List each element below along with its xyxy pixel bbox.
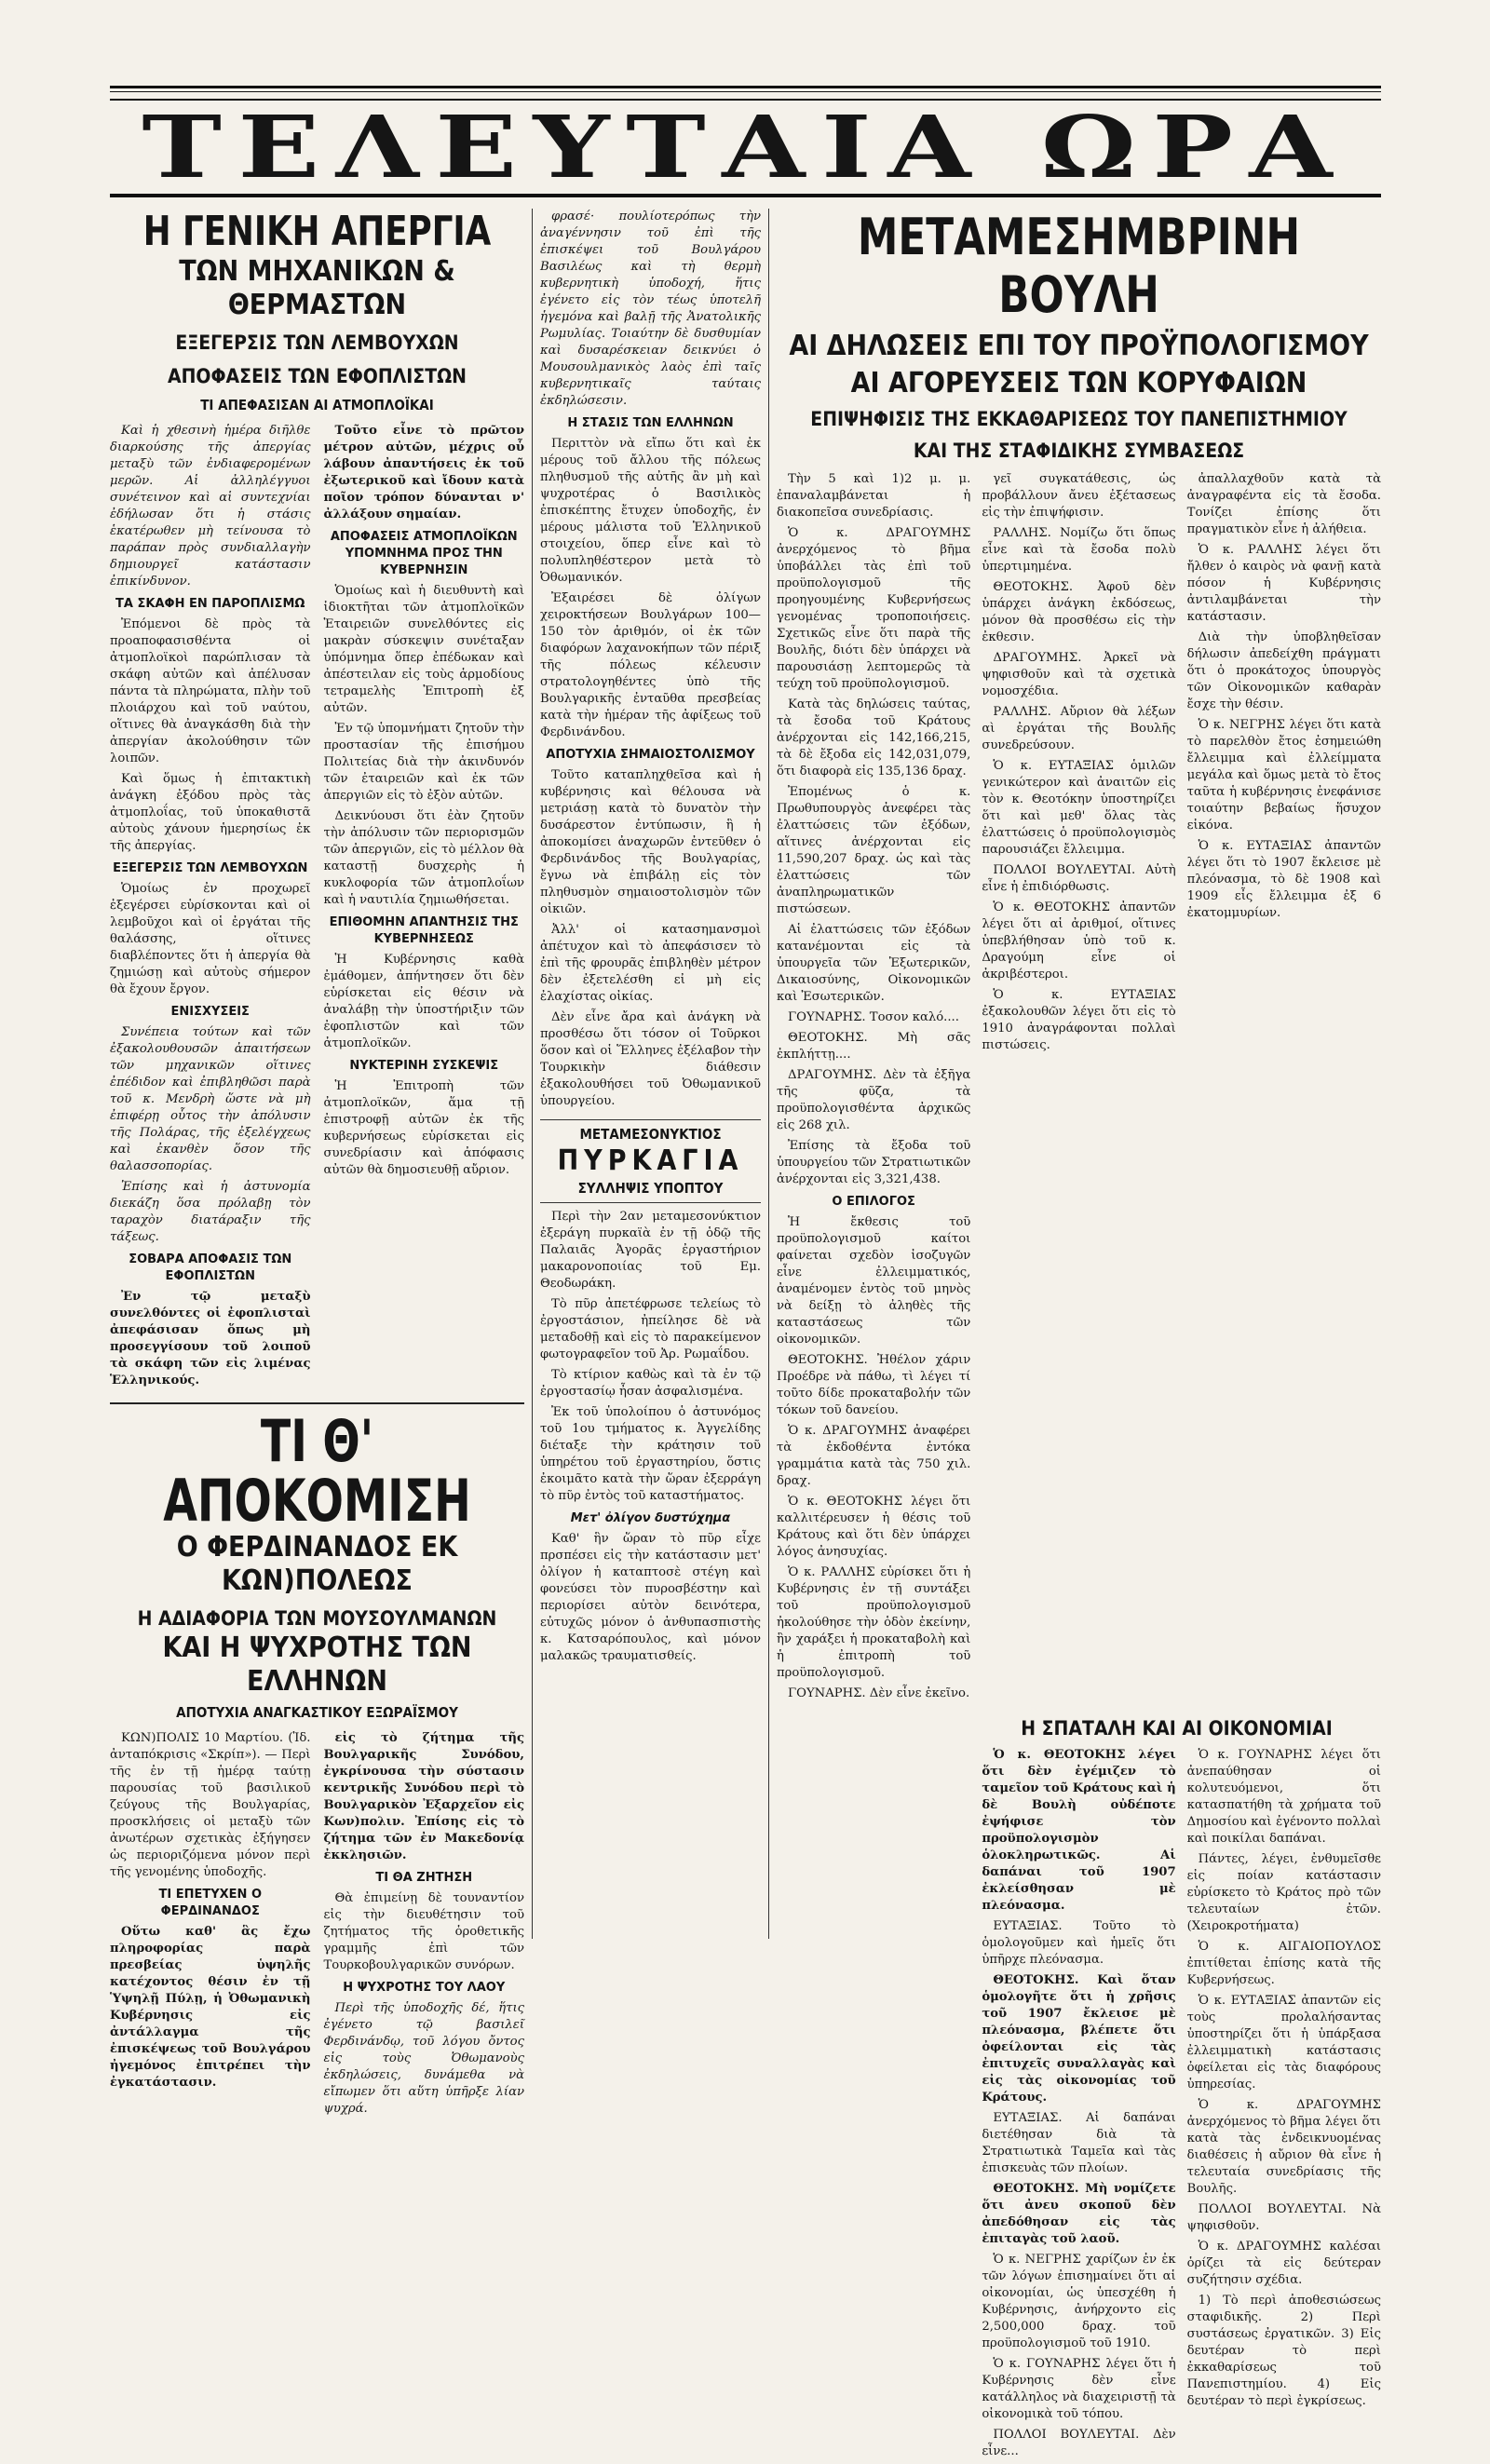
top-rule-thin: [110, 91, 1381, 92]
subhead-boatmen: ΕΞΕΓΕΡΣΙΣ ΤΩΝ ΛΕΜΒΟΥΧΩΝ: [113, 861, 308, 875]
headline-university: ΕΠΙΨΗΦΙΣΙΣ ΤΗΣ ΕΚΚΑΘΑΡΙΣΕΩΣ ΤΟΥ ΠΑΝΕΠΙΣΤΗΜΙΟΥ: [810, 408, 1348, 430]
waste-paragraph: Ὁ κ. ΓΟΥΝΑΡΗΣ λέγει ὅτι ἀνεπαύθησαν οἱ κολυτευόμενοι, ὅτι κατασπατήθη τὰ χρήματα τοῦ Δημοσίου καὶ ἐγένοντο πολλαὶ καὶ ποικίλαι δαπάναι.: [1186, 1748, 1381, 1846]
subhead-accident: Μετ' ὀλίγον δυστύχημα: [570, 1511, 731, 1525]
parliament-paragraph: Ὁ κ. ΡΑΛΛΗΣ εὑρίσκει ὅτι ἡ Κυβέρνησις ἐν τῇ συντάξει τοῦ προϋπολογισμοῦ ἠκολούθησε τὴν ὁδὸν ἐκείνην, ἣν χαράξει ἡ προκαταβολὴ καὶ ἡ ἐπιτροπὴ τοῦ προϋπολογισμοῦ.: [777, 1565, 971, 1680]
strike-paragraph: Καὶ ὅμως ἡ ἐπιτακτικὴ ἀνάγκη ἐξόδου πρὸς τὰς ἀτμοπλοΐας, τοῦ ὑποκαθιστᾶ αὐτοὺς χάνουν ἡμερησίως ἐκ τῆς ἀπεργίας.: [110, 772, 311, 853]
headline-failure: ΑΠΟΤΥΧΙΑ ΑΝΑΓΚΑΣΤΙΚΟΥ ΕΞΩΡΑΪΣΜΟΥ: [176, 1704, 458, 1721]
subhead-reinforcements: ΕΝΙΣΧΥΣΕΙΣ: [170, 1005, 250, 1019]
fire-paragraph: Ἐκ τοῦ ὑπολοίπου ὁ ἀστυνόμος τοῦ 1ου τμήματος κ. Ἀγγελίδης διέταξε τὴν κράτησιν τοῦ ὑπηρέτου τοῦ ἐργαστηρίου, ὅστις ἐκοιμᾶτο κατὰ τὴν ὥραν ἐξερράγη τὸ πῦρ ἐντὸς τοῦ καταστήματος.: [540, 1405, 761, 1503]
waste-paragraph: Ὁ κ. ΔΡΑΓΟΥΜΗΣ καλέσαι ὁρίζει τὰ εἰς δεύτεραν συζήτησιν σχέδια.: [1186, 2240, 1381, 2287]
strike-paragraph: Ἡ Κυβέρνησις καθὰ ἐμάθομεν, ἀπήντησεν ὅτι δὲν εὑρίσκεται εἰς θέσιν νὰ ἀναλάβῃ τὴν ὑποστήριξιν τῶν ἐφοπλιστῶν καὶ τῶν ἀτμοπλοϊκῶν.: [323, 953, 524, 1050]
parliament-paragraph: Ὁ κ. ΘΕΟΤΟΚΗΣ λέγει ὅτι καλλιτέρευσεν ἡ θέσις τοῦ Κράτους καὶ ὅτι δὲν ὑπάρχει λόγος ἀνησυχίας.: [777, 1495, 971, 1559]
ferdinand-paragraph: ΚΩΝ)ΠΟΛΙΣ 10 Μαρτίου. (Ἰδ. ἀνταπόκρισις «Σκρίπ»). — Περὶ τῆς ἐν τῇ ἡμέρᾳ ταύτῃ παρουσίας τοῦ βασιλικοῦ ζεύγους τῆς Βουλγαρίας, προσκλήσεις οἱ μεταξὺ τῶν ἀνωτέρων σχετικὰς ἐξήγησεν ὡς περιοριζόμενα μόνον περὶ τῆς γενομένης ὑποδοχῆς.: [110, 1731, 311, 1879]
continuation-paragraph: Ἀλλ' οἱ κατασημανσμοὶ ἀπέτυχον καὶ τὸ ἀπεφάσισεν τὸ ἐπὶ τῆς φρουρᾶς ἐπιβληθὲν μέτρον δὲν ἐξετελέσθη εἰ μὴ εἰς ἐλαχίστας οἰκίας.: [540, 923, 761, 1004]
parliament-paragraph: ΡΑΛΛΗΣ. Νομίζω ὅτι ὅπως εἶνε καὶ τὰ ἔσοδα πολὺ ὑπερτιμημένα.: [982, 526, 1176, 574]
subhead-what-will-ask: ΤΙ ΘΑ ΖΗΤΗΣΗ: [375, 1871, 473, 1885]
parliament-paragraph: Ὁ κ. ΘΕΟΤΟΚΗΣ ἀπαντῶν λέγει ὅτι αἱ ἀριθμοί, οἵτινες ὑπεβλήθησαν ὑπὸ τοῦ κ. Δραγούμη εἶνε οἱ ἀκριβέστεροι.: [982, 900, 1176, 982]
waste-paragraph: ΘΕΟΤΟΚΗΣ. Μὴ νομίζετε ὅτι ἀνευ σκοποῦ δὲν ἀπεδόθησαν εἰς τὰς ἐπιταγὰς τοῦ λαοῦ.: [982, 2182, 1176, 2246]
continuation-paragraph: Ἐξαιρέσει δὲ ὀλίγων χειροκτήσεων Βουλγάρων 100—150 τὸν ἀριθμόν, οἱ ἐκ τῶν διαφόρων λαχανοκήπων τῶν πέριξ τῆς πόλεως κέλευσιν στρατολογηθέντες ὑπὸ τῆς Βουλγαρικῆς ἐνταῦθα πρεσβείας κατὰ τὴν ἡμέραν τῆς ἀφίξεως τοῦ Φερδινάνδου.: [540, 591, 761, 739]
headline-fire: ΠΥΡΚΑΓΙΑ: [557, 1144, 744, 1177]
masthead: [110, 99, 1381, 197]
fire-headline-box: [540, 1119, 761, 1203]
parliament-paragraph: ΠΟΛΛΟΙ ΒΟΥΛΕΥΤΑΙ. Αὐτὴ εἶνε ἡ ἐπιδιόρθωσις.: [982, 863, 1176, 894]
column-rule-2: [768, 209, 769, 1939]
headline-leaders-speeches: ΑΙ ΑΓΟΡΕΥΣΕΙΣ ΤΩΝ ΚΟΡΥΦΑΙΩΝ: [850, 367, 1307, 399]
parliament-paragraph: ΔΡΑΓΟΥΜΗΣ. Δὲν τὰ ἐξῆγα τῆς φῦζα, τὰ προϋπολογισθέντα ἀρχικῶς εἰς 268 χιλ.: [777, 1068, 971, 1132]
section-divider: [110, 1402, 524, 1404]
waste-paragraph: ΕΥΤΑΞΙΑΣ. Τοῦτο τὸ ὁμολογοῦμεν καὶ ἡμεῖς ὅτι ὑπῆρχε πλεόνασμα.: [982, 1919, 1176, 1967]
headline-budget-statements: ΑΙ ΔΗΛΩΣΕΙΣ ΕΠΙ ΤΟΥ ΠΡΟΫΠΟΛΟΓΙΣΜΟΥ: [789, 330, 1369, 362]
headline-arrest: ΣΥΛΛΗΨΙΣ ΥΠΟΠΤΟΥ: [577, 1180, 724, 1197]
fire-paragraph: Τὸ πῦρ ἀπετέφρωσε τελείως τὸ ἐργοστάσιον, ἠπείλησε δὲ νὰ μεταδοθῇ καὶ εἰς τὸ παρακείμενον φωτογραφεῖον τοῦ Ἀρ. Ρωμαΐδου.: [540, 1297, 761, 1361]
waste-paragraph: 1) Τὸ περὶ ἀποθεσιώσεως σταφιδικῆς. 2) Περὶ συστάσεως ἐργατικῶν. 3) Εἰς δευτέραν τὸ περὶ ἐκκαθαρίσεως τοῦ Πανεπιστημίου. 4) Εἰς δευτέραν τὸ περὶ ἐγκρίσεως.: [1186, 2294, 1381, 2408]
continuation-paragraph: Περιττὸν νὰ εἴπω ὅτι καὶ ἐκ μέρους τοῦ ἄλλου τῆς πόλεως πληθυσμοῦ τῆς αὐτῆς ἂν μὴ καὶ ψυχροτέρας ὁ Βασιλικὸς ἐπισκέπτης ἔτυχεν ὑποδοχῆς, ἐν μέρους μάλιστα τοῦ Ἑλληνικοῦ στοιχείου, ὅπερ εἶνε καὶ τὸ πολυπληθέστερον μετὰ τὸ Ὀθωμανικόν.: [540, 437, 761, 585]
subhead-memorandum: ΑΠΟΦΑΣΕΙΣ ΑΤΜΟΠΛΟΪΚΩΝ ΥΠΟΜΝΗΜΑ ΠΡΟΣ ΤΗΝ ΚΥΒΕΡΝΗΣΙΝ: [330, 530, 518, 577]
waste-paragraph: Ὁ κ. ΘΕΟΤΟΚΗΣ λέγει ὅτι δὲν ἐγέμιζεν τὸ ταμεῖον τοῦ Κράτους καὶ ἡ δὲ Βουλὴ οὐδέποτε ἐψήφισε τὸν προϋπολογισμὸν ὁλοκληρωτικῶς. Αἱ δαπάναι τοῦ 1907 ἐκλείσθησαν μὲ πλεόνασμα.: [982, 1748, 1176, 1913]
parliament-paragraph: Ὁ κ. ΔΡΑΓΟΥΜΗΣ ἀνερχόμενος τὸ βῆμα ὑποβάλλει τὰς ἐπὶ τοῦ προϋπολογισμοῦ τῆς προηγουμένης Κυβερνήσεως γενομένας τροποποιήσεις. Σχετικῶς εἶνε ὅτι παρὰ τῆς Βουλῆς, διότι δὲν ὑπάρχει νὰ παρουσιάσῃ λεπτομερῶς τὰ τεύχη τοῦ προϋπολογισμοῦ.: [777, 526, 971, 691]
strike-paragraph: Δεικνύουσι ὅτι ἐὰν ζητοῦν τὴν ἀπόλυσιν τῶν περιορισμῶν τῶν ἀπεργιῶν, εἰς τὸ μέλλον θὰ καταστῇ δυσχερὴς ἡ κυκλοφορία τῶν ἀτμοπλοΐων καὶ ἡ ναυτιλία ζημιωθήσεται.: [323, 809, 524, 907]
parliament-paragraph: ΡΑΛΛΗΣ. Αὔριον θὰ λέξων αὶ ἐργάται τῆς Βουλῆς συνεδρεύσουν.: [982, 705, 1176, 752]
subhead-govt-reply: ΕΠΙΘΟΜΗΝ ΑΠΑΝΤΗΣΙΣ ΤΗΣ ΚΥΒΕΡΝΗΣΕΩΣ: [329, 915, 519, 946]
headline-ferdinand: Ο ΦΕΡΔΙΝΑΝΔΟΣ ΕΚ ΚΩΝ)ΠΟΛΕΩΣ: [176, 1531, 458, 1597]
strike-paragraph: Συνέπεια τούτων καὶ τῶν ἐξακολουθουσῶν ἀπαιτήσεων τῶν μηχανικῶν οἵτινες ἐπέδιδον καὶ ἐπιβληθῶσι παρὰ τοῦ κ. Μενδρὴ ὥστε νὰ μὴ ἐπιφέρῃ οὗτος τὴν ἀπόλυσιν τῆς Πολάρας, τῆς ἐξελέγχεως καὶ ἐκανθὲν ὅσον τῆς θαλασσοπορίας.: [110, 1025, 311, 1173]
parliament-paragraph: Αἱ ἐλαττώσεις τῶν ἐξόδων κατανέμονται εἰς τὰ ὑπουργεῖα τῶν Ἐξωτερικῶν, Δικαιοσύνης, Οἰκονομικῶν καὶ Ἐσωτερικῶν.: [777, 923, 971, 1004]
subhead-greeks-stance: Η ΣΤΑΣΙΣ ΤΩΝ ΕΛΛΗΝΩΝ: [567, 416, 734, 430]
parliament-paragraph: Ὁ κ. ΕΥΤΑΞΙΑΣ ἐξακολουθῶν λέγει ὅτι εἰς τὸ 1910 ἀναγράφονται πολλαὶ πιστώσεις.: [982, 988, 1176, 1052]
parliament-paragraph: Ὁ κ. ΕΥΤΑΞΙΑΣ ἀπαντῶν λέγει ὅτι τὸ 1907 ἔκλεισε μὲ πλεόνασμα, τὸ δὲ 1908 καὶ 1909 εἶς ἔλλειμμα ἐξ 6 ἑκατομμυρίων.: [1186, 839, 1381, 920]
subhead-epilogue: Ο ΕΠΙΛΟΓΟΣ: [832, 1195, 915, 1209]
parliament-paragraph: ΘΕΟΤΟΚΗΣ. Ἠθέλον χάριν Προέδρε νὰ πάθω, τὶ λέγει τί τοῦτο δίδε προκαταβολήν τῶν τόκων τοῦ δανείου.: [777, 1353, 971, 1417]
column-strike-news: [110, 208, 524, 2116]
ferdinand-paragraph: εἰς τὸ ζήτημα τῆς Βουλγαρικῆς Συνόδου, ἐγκρίνουσα τὴν σύστασιν κεντρικῆς Συνόδου περὶ τὸ Βουλγαρικὸν Ἐξαρχεῖον εἰς Κων)πολιν. Ἐπίσης εἰς τὸ ζήτημα τῶν ἐν Μακεδονίᾳ ἐκκλησιῶν.: [323, 1731, 524, 1862]
column-continuation: [540, 209, 761, 1939]
waste-paragraph: Ὁ κ. ΝΕΓΡΗΣ χαρίζων ἐν ἐκ τῶν λόγων ἐπισημαίνει ὅτι αἱ οἰκονομίαι, ὡς ὑπεσχέθη ἡ Κυβέρνησις, ἀνήρχοντο εἰς 2,500,000 δραχ. τοῦ προϋπολογισμοῦ τοῦ 1910.: [982, 2253, 1176, 2350]
parliament-paragraph: ΔΡΑΓΟΥΜΗΣ. Ἀρκεῖ νὰ ψηφισθοῦν καὶ τὰ σχετικὰ νομοσχέδια.: [982, 651, 1176, 698]
waste-paragraph: ΠΟΛΛΟΙ ΒΟΥΛΕΥΤΑΙ. Δὲν εἶνε...: [982, 2428, 1176, 2458]
headline-muslim-indifference: Η ΑΔΙΑΦΟΡΙΑ ΤΩΝ ΜΟΥΣΟΥΛΜΑΝΩΝ: [137, 1607, 497, 1630]
parliament-paragraph: Ἐπίσης τὰ ἔξοδα τοῦ ὑπουργείου τῶν Στρατιωτικῶν ἀνέρχονται εἰς 3,321,438.: [777, 1139, 971, 1186]
parliament-paragraph: Ὁ κ. ΝΕΓΡΗΣ λέγει ὅτι κατὰ τὸ παρελθὸν ἔτος ἐσημειώθη ἔλλειμμα καὶ ἐλλείμματα μεγάλα καὶ ὅμως μετὰ τὸ ἔτος ταῦτα ἡ κυβέρνησις ἐνεφάνισε τοιαύτην βεβαίως ἥσυχον εἰκόνα.: [1186, 718, 1381, 833]
waste-paragraph: Πάντες, λέγει, ἐνθυμεῖσθε εἰς ποίαν κατάστασιν εὑρίσκετο τὸ Κράτος πρὸ τῶν τελευταίων ἐτῶν. (Χειροκροτήματα): [1186, 1852, 1381, 1933]
ferdinand-paragraph: Οὕτω καθ' ἃς ἔχω πληροφορίας παρὰ πρεσβείας ὑψηλῆς κατέχοντος θέσιν ἐν τῇ Ὑψηλῇ Πύλῃ, ἡ Ὀθωμανικὴ Κυβέρνησις εἰς ἀντάλλαγμα τῆς ἐπισκέψεως τοῦ Βουλγάρου ἠγεμόνος ἐπιτρέπει τὴν ἐγκατάστασιν.: [110, 1925, 311, 2090]
subhead-night-meeting: ΝΥΚΤΕΡΙΝΗ ΣΥΣΚΕΨΙΣ: [349, 1059, 499, 1073]
strike-article: [110, 423, 524, 1393]
parliament-paragraph: Ὁ κ. ΡΑΛΛΗΣ λέγει ὅτι ἤλθεν ὁ καιρὸς νὰ φανῇ κατὰ πόσον ἡ Κυβέρνησις ἀντιλαμβάνεται τὴν κατάστασιν.: [1186, 543, 1381, 624]
ferdinand-paragraph: Θὰ ἐπιμείνῃ δὲ τουναντίον εἰς τὴν διευθέτησιν τοῦ ζητήματος τῆς ὁροθετικῆς γραμμῆς ἐπὶ τῶν Τουρκοβουλγαρικῶν συνόρων.: [323, 1891, 524, 1972]
waste-paragraph: Ὁ κ. ΓΟΥΝΑΡΗΣ λέγει ὅτι ἡ Κυβέρνησις δὲν εἶνε κατάλληλος νὰ διαχειριστῇ τὰ οἰκονομικὰ τοῦ τόπου.: [982, 2357, 1176, 2421]
parliament-paragraph: Τὴν 5 καὶ 1)2 μ. μ. ἐπαναλαμβάνεται ἡ διακοπεῖσα συνεδρίασις.: [777, 472, 971, 520]
strike-paragraph: Ὁμοίως ἐν προχωρεῖ ἐξεγέρσει εὑρίσκονται καὶ οἱ λεμβοῦχοι καὶ οἱ ἐργάται τῆς θαλάσσης, οἵτινες διαβλέποντες ὅτι ἡ ἀπεργία θὰ ζημιώσῃ καὶ αὐτοὺς σήμερον θὰ ἔχουν ἔργον.: [110, 882, 311, 996]
waste-paragraph: ΠΟΛΛΟΙ ΒΟΥΛΕΥΤΑΙ. Νὰ ψηφισθοῦν.: [1186, 2202, 1381, 2233]
parliament-paragraph: ΓΟΥΝΑΡΗΣ. Δὲν εἶνε ἐκεῖνο.: [788, 1686, 970, 1700]
subhead-flag-failure: ΑΠΟΤΥΧΙΑ ΣΗΜΑΙΟΣΤΟΛΙΣΜΟΥ: [546, 748, 755, 762]
strike-paragraph: Ἡ Ἐπιτροπὴ τῶν ἀτμοπλοϊκῶν, ἅμα τῇ ἐπιστροφῇ αὐτῶν ἐκ τῆς κυβερνήσεως εὑρίσκεται εἰς συνεδρίασιν καὶ ἀπόφασις αὐτῶν θὰ δημοσιευθῇ αὔριον.: [323, 1079, 524, 1177]
strike-paragraph: Ἐπίσης καὶ ἡ ἀστυνομία διεκάζη ὅσα πρόλαβῃ τὸν ταραχὸν διατάραξιν τῆς τάξεως.: [110, 1180, 311, 1244]
fire-paragraph: Τὸ κτίριον καθὼς καὶ τὰ ἐν τῷ ἐργοστασίῳ ἦσαν ἀσφαλισμένα.: [540, 1368, 761, 1399]
headline-general-strike: Η ΓΕΝΙΚΗ ΑΠΕΡΓΙΑ: [142, 208, 492, 255]
strike-paragraph: Ἐπόμενοι δὲ πρὸς τὰ προαποφασισθέντα οἱ ἀτμοπλοϊκοὶ παρώπλισαν τὰ σκάφη αὐτῶν καὶ ἀπέλυσαν πάντα τὰ πληρώματα, πλὴν τοῦ πλοιάρχου καὶ τοῦ ναύτου, οἵτινες θὰ ἀναγκάσθη διὰ τὴν ἀπεργίαν ἀκολούθησιν τῶν λοιπῶν.: [110, 617, 311, 765]
headline-waste-economies: Η ΣΠΑΤΑΛΗ ΚΑΙ ΑΙ ΟΙΚΟΝΟΜΙΑΙ: [1021, 1717, 1333, 1740]
continuation-paragraph: Δὲν εἶνε ἄρα καὶ ἀνάγκη νὰ προσθέσω ὅτι τόσον οἱ Τοῦρκοι ὅσον καὶ οἱ Ἕλληνες ἐξέλαβον τὴν Τουρκικὴν διάθεσιν ἐξακολουθήσει τοῦ Ὀθωμανικοῦ ὑπουργείου.: [540, 1010, 761, 1108]
subhead-serious-decision: ΣΟΒΑΡΑ ΑΠΟΦΑΣΙΣ ΤΩΝ ΕΦΟΠΛΙΣΤΩΝ: [129, 1252, 292, 1283]
headline-what-will-take: ΤΙ Θ' ΑΠΟΚΟΜΙΣΗ: [163, 1407, 471, 1535]
headline-midnight: ΜΕΤΑΜΕΣΟΝΥΚΤΙΟΣ: [579, 1126, 722, 1143]
strike-right-lead: Τοῦτο εἶνε τὸ πρῶτον μέτρον αὐτῶν, μέχρις οὗ λάβουν ἀπαντήσεις ἐκ τοῦ ἐξωτερικοῦ καὶ ἴδουν κατὰ ποῖον τρόπον δύνανται ν' ἀλλάξουν σημαίαν.: [323, 424, 524, 521]
parliament-paragraph: ἀπαλλαχθοῦν κατὰ τὰ ἀναγραφέντα εἰς τὰ ἔσοδα. Τονίζει ἐπίσης ὅτι πραγματικὸν εἶνε ἡ ἀλήθεια.: [1186, 472, 1381, 536]
parliament-paragraph: Ὁ κ. ΕΥΤΑΞΙΑΣ ὁμιλῶν γενικώτερον καὶ ἀναιτῶν εἰς τὸν κ. Θεοτόκην ὑποστηρίζει ὅτι καὶ μεθ' ὅλας τὰς ἐλαττώσεις ὁ προϋπολογισμὸς παρουσιάζει ἔλλειμμα.: [982, 759, 1176, 857]
parliament-article: [777, 471, 1381, 1706]
headline-shipowners: ΑΠΟΦΑΣΕΙΣ ΤΩΝ ΕΦΟΠΛΙΣΤΩΝ: [168, 365, 467, 387]
top-rule: [110, 86, 1381, 88]
fire-paragraph: Καθ' ἣν ὥραν τὸ πῦρ εἶχε πρσπέσει εἰς τὴν κατάστασιν μετ' ὀλίγον ἡ καταπτοσὲ στέγη καὶ φονεύσει τὸν πυροσβέστην καὶ περιορίσει αὐτὸν δεινότερα, εὐτυχῶς μόνον ὁ ἀνθυπασπιστὴς κ. Κατσαρόπουλος, καὶ μόνον μαλακῶς τραυματισθείς.: [540, 1532, 761, 1663]
parliament-paragraph: ΘΕΟΤΟΚΗΣ. Μὴ σᾶς ἐκπλήττῃ....: [777, 1031, 971, 1062]
parliament-paragraph: Διὰ τὴν ὑποβληθεῖσαν δήλωσιν ἀπεδείχθη πράγματι ὅτι ὁ προκάτοχος ὑπουργὸς τῶν Οἰκονομικῶν καθαρὰν ἔσχε τὴν θέσιν.: [1186, 630, 1381, 711]
parliament-paragraph: ΓΟΥΝΑΡΗΣ. Τοσον καλό....: [788, 1010, 959, 1024]
parliament-paragraph: Κατὰ τὰς δηλώσεις ταύτας, τὰ ἔσοδα τοῦ Κράτους ἀνέρχονται εἰς 142,166,215, τὰ δὲ ἔξοδα εἰς 142,031,079, ὅτι διαφορὰ εἰς 135,136 δραχ.: [777, 697, 971, 778]
waste-paragraph: Ὁ κ. ΑΙΓΑΙΟΠΟΥΛΟΣ ἐπιτίθεται ἐπίσης κατὰ τῆς Κυβερνήσεως.: [1186, 1940, 1381, 1987]
column-parliament: [777, 208, 1381, 2458]
ferdinand-article: [110, 1730, 524, 2121]
strike-paragraph: Ὁμοίως καὶ ἡ διευθυντὴ καὶ ἰδιοκτῆται τῶν ἀτμοπλοϊκῶν Ἑταιρειῶν συνελθόντες εἰς μακρὰν σύσκεψιν συνέταξαν ὑπόμνημα ὅπερ ἐπέδωκαν καὶ ἀπέστειλαν εἰς τοὺς ἁρμοδίους τετραμελὴς Ἐπιτροπὴ ἐξ αὐτῶν.: [323, 584, 524, 715]
waste-paragraph: Ὁ κ. ΕΥΤΑΞΙΑΣ ἀπαντῶν εἰς τοὺς προλαλήσαντας ὑποστηρίζει ὅτι ἡ ὑπάρξασα ἐλλειμματικὴ κατάστασις ὀφείλεται εἰς τὰς διαφόρους ὑπηρεσίας.: [1186, 1994, 1381, 2092]
parliament-paragraph: Ἐπομένως ὁ κ. Πρωθυπουργὸς ἀνεφέρει τὰς ἐλαττώσεις τῶν ἐξόδων, αἵτινες ἀνέρχονται εἰς 11,590,207 δραχ. ὡς καὶ τὰς ἐλαττώσεις τῶν ἀναπληρωματικῶν πιστώσεων.: [777, 785, 971, 916]
subhead-what-achieved: ΤΙ ΕΠΕΤΥΧΕΝ Ο ΦΕΡΔΙΝΑΝΔΟΣ: [158, 1888, 262, 1918]
parliament-paragraph: ΘΕΟΤΟΚΗΣ. Ἀφοῦ δὲν ὑπάρχει ἀνάγκη ἐκδόσεως, μόνον θὰ προσθέσω εἰς τὴν ἐκθεσιν.: [982, 580, 1176, 644]
ferdinand-paragraph: Περὶ τῆς ὑποδοχῆς δέ, ἥτις ἐγένετο τῷ βασιλεῖ Φερδινάνδῳ, τοῦ λόγου ὄντος εἰς τοὺς Ὀθωμανοὺς ἐκδηλώσεις, δυνάμεθα νὰ εἴπωμεν ὅτι αὕτη ὑπῆρξε λίαν ψυχρά.: [323, 2001, 524, 2116]
headline-greek-coldness: ΚΑΙ Η ΨΥΧΡΟΤΗΣ ΤΩΝ ΕΛΛΗΝΩΝ: [162, 1631, 472, 1698]
continuation-paragraph: φρασέ· πουλίοτερόπως τὴν ἀναγέννησιν τοῦ ἐπὶ τῆς ἐπισκέψει τοῦ Βουλγάρου Βασιλέως καὶ τὴ θερμὴ κυβερνητικὴ ὑποδοχή, ἥτις ἐγένετο εἰς τὸν τέως ὑποτελῆ ἡγεμόνα καὶ βαλῇ τῆς Ἀνατολικῆς Ρωμυλίας. Τοιαύτην δὲ δυσθυμίαν καὶ δυσαρέσκειαν δεικνύει ὁ Μουσουλμανικὸς λαὸς ἐπὶ ταῖς κυβερνητικαῖς ταύταις ἐκδηλώσεσιν.: [540, 210, 761, 408]
headline-boatmen: ΕΞΕΓΕΡΣΙΣ ΤΩΝ ΛΕΜΒΟΥΧΩΝ: [175, 332, 459, 354]
headline-currant-convention: ΚΑΙ ΤΗΣ ΣΤΑΦΙΔΙΚΗΣ ΣΥΜΒΑΣΕΩΣ: [913, 440, 1245, 462]
masthead-title: ΤΕΛΕΥΤΑΙΑ ΩΡΑ: [142, 97, 1349, 197]
parliament-paragraph: Ὁ κ. ΔΡΑΓΟΥΜΗΣ ἀναφέρει τὰ ἐκδοθέντα ἐντόκα γραμμάτια κατὰ τὰς 750 χιλ. δραχ.: [777, 1424, 971, 1488]
parliament-paragraph: γεῖ συγκατάθεσις, ὡς προβάλλουν ἄνευ ἐξέτασεως εἰς τὴν ἐπιψήφισιν.: [982, 472, 1176, 520]
waste-paragraph: Ὁ κ. ΔΡΑΓΟΥΜΗΣ ἀνερχόμενος τὸ βῆμα λέγει ὅτι κατὰ τὰς ἐνδεικνυομένας διαθέσεις ἡ αὔριον θὰ εἶνε ἡ τελευταία συνεδρίασις τῆς Βουλῆς.: [1186, 2098, 1381, 2196]
waste-article: [777, 1747, 1381, 2464]
subhead-people-coldness: Η ΨΥΧΡΟΤΗΣ ΤΟΥ ΛΑΟΥ: [343, 1981, 506, 1995]
subhead-ships: ΤΑ ΣΚΑΦΗ ΕΝ ΠΑΡΟΠΛΙΣΜΩ: [115, 597, 305, 611]
parliament-paragraph: Ἡ ἔκθεσις τοῦ προϋπολογισμοῦ καίτοι φαίνεται σχεδὸν ἰσοζυγῶν εἶνε ἐλλειμματικός, ἀναμένομεν ἐντὸς τοῦ μηνὸς νὰ δείξῃ τὸ ἀληθὲς τῆς καταστάσεως τῶν οἰκονομικῶν.: [777, 1215, 971, 1347]
headline-afternoon-parliament: ΜΕΤΑΜΕΣΗΜΒΡΙΝΗ ΒΟΥΛΗ: [857, 208, 1301, 324]
strike-paragraph: Ἐν τῷ ὑπομνήματι ζητοῦν τὴν προστασίαν τῆς ἐπισήμου Πολιτείας διὰ τὴν ἀκινδυνόν τῶν ἐταιρειῶν καὶ ἐκ τῶν ἀπεργιῶν εἰς τὸ ἐξὸν αὐτῶν.: [323, 722, 524, 803]
waste-paragraph: ΕΥΤΑΞΙΑΣ. Αἱ δαπάναι διετέθησαν διὰ τὰ Στρατιωτικὰ Ταμεῖα καὶ τὰς ἐπισκευὰς τῶν πλοίων.: [982, 2111, 1176, 2175]
strike-lead: Καὶ ἡ χθεσινὴ ἡμέρα διῆλθε διαρκούσης τῆς ἀπεργίας μεταξὺ τῶν ἐνδιαφερομένων μερῶν. Αἱ ἀλληλέγγυοι συνέτεινον καὶ αἱ συντεχνίαι ἐδήλωσαν ὅτι ἡ στάσις ἑκατέρωθεν μὴ τείνουσα τὸ παράπαν πρὸς συνδιαλλαγὴν δημιουργεῖ κατάστασιν ἐπικίνδυνον.: [110, 424, 311, 589]
headline-decisions: ΤΙ ΑΠΕΦΑΣΙΣΑΝ ΑΙ ΑΤΜΟΠΛΟΪΚΑΙ: [200, 397, 434, 413]
column-rule-1: [532, 209, 533, 1939]
fire-paragraph: Περὶ τὴν 2αν μεταμεσονύκτιον ἐξεράγη πυρκαϊὰ ἐν τῇ ὁδῷ τῆς Παλαιᾶς Ἀγορᾶς ἐργαστήριον μακαρονοποιίας τοῦ Εμ. Θεοδωράκη.: [540, 1210, 761, 1291]
headline-engineers: ΤΩΝ ΜΗΧΑΝΙΚΩΝ & ΘΕΡΜΑΣΤΩΝ: [179, 255, 455, 321]
continuation-paragraph: Τοῦτο καταπληχθεῖσα καὶ ἡ κυβέρνησις καὶ θέλουσα νὰ μετριάσῃ κατὰ τὸ δυνατὸν τὴν δυσάρεστον ἐντύπωσιν, ἣ ἡ ἀποκομίσει ἀναχωρῶν ἐντεῦθεν ὁ Φερδινάνδος τῆς Βουλγαρίας, ἔγνω νὰ ἐπιβάλῃ εἰς τὸν πληθυσμὸν σημαιοστολισμὸν τῶν οἰκιῶν.: [540, 768, 761, 916]
strike-paragraph: Ἐν τῷ μεταξὺ συνελθόντες οἱ ἐφοπλισταὶ ἀπεφάσισαν ὅπως μὴ προσεγγίσουν τοῦ λοιποῦ τὰ σκάφη τῶν εἰς λιμένας Ἑλληνικούς.: [110, 1290, 311, 1388]
waste-paragraph: ΘΕΟΤΟΚΗΣ. Καὶ ὅταν ὁμολογῆτε ὅτι ἡ χρῆσις τοῦ 1907 ἔκλεισε μὲ πλεόνασμα, βλέπετε ὅτι ὀφείλονται εἰς τὰς ἐπιτυχεῖς συναλλαγὰς καὶ εἰς τὰς οἰκονομίας τοῦ Κράτους.: [982, 1973, 1176, 2105]
newspaper-page: [110, 86, 1381, 2458]
